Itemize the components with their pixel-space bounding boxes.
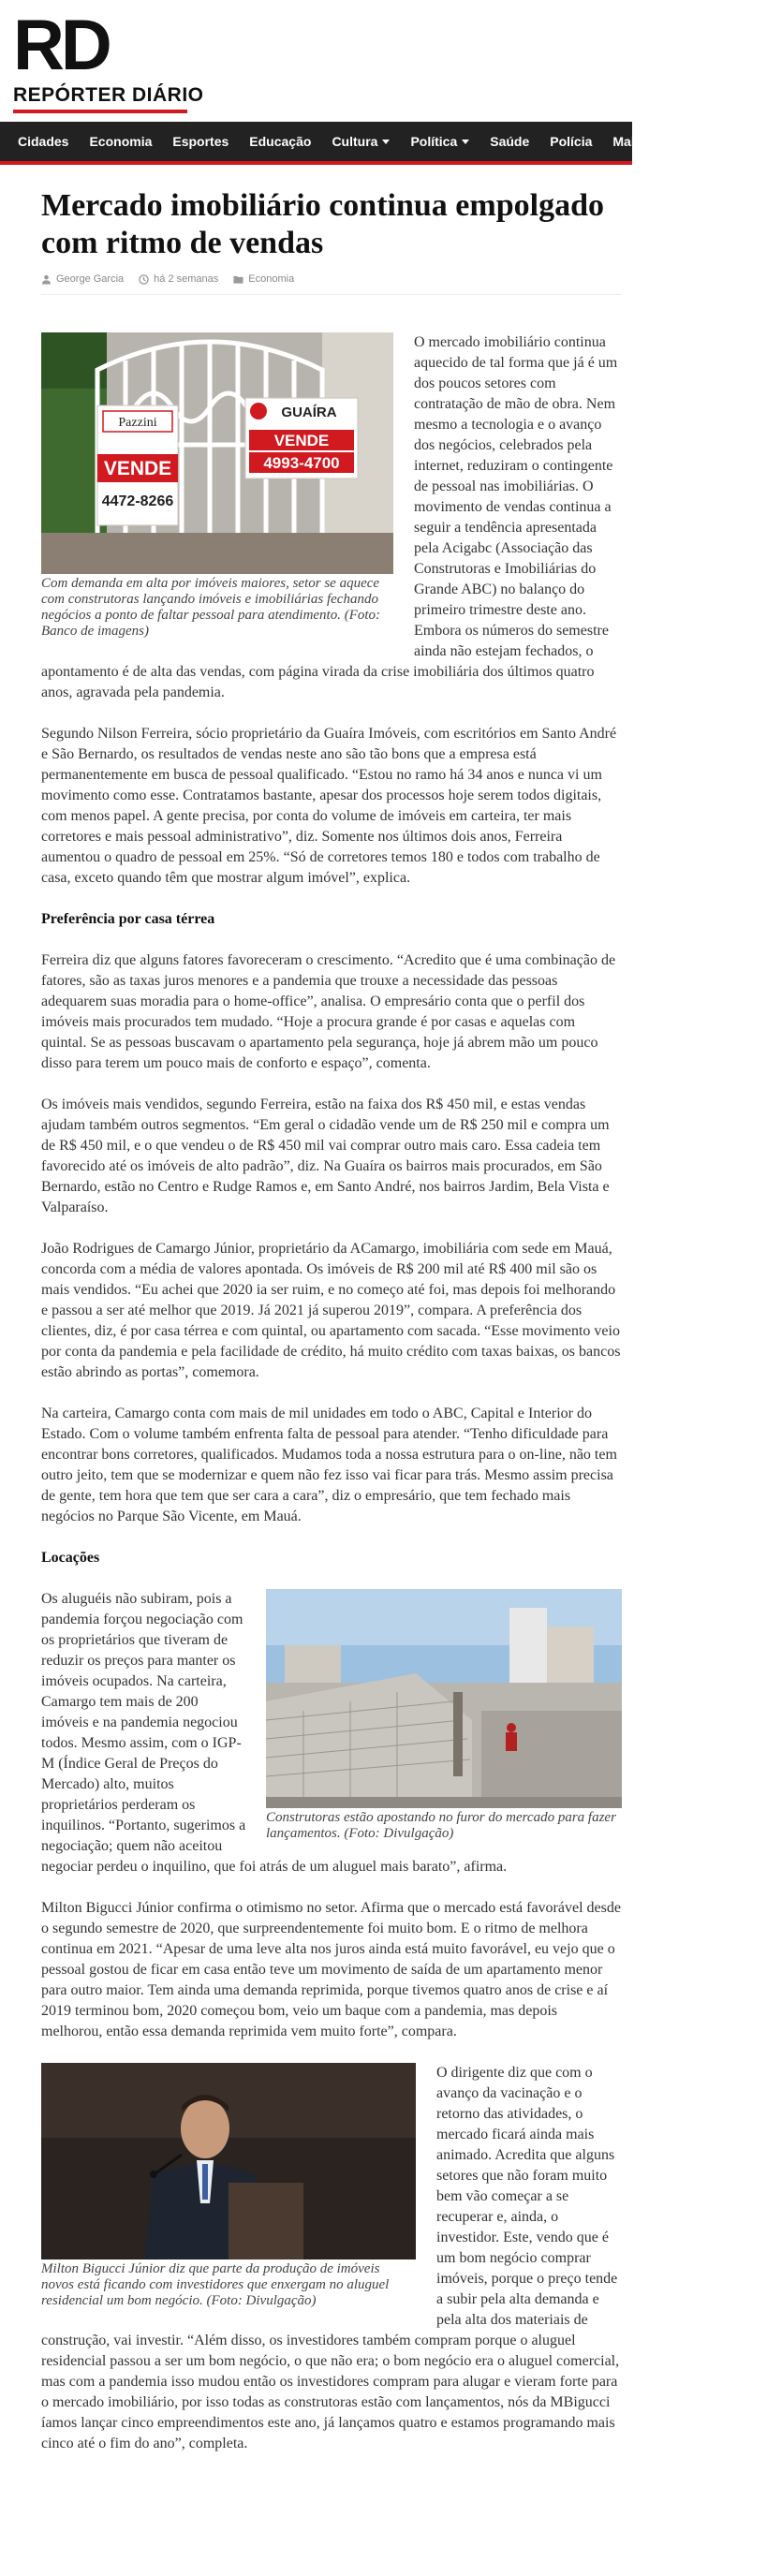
nav-list (0, 122, 692, 161)
paragraph-7: Os aluguéis não subiram, pois a pandemia forçou negociação com os proprietários que tiveram de reduzir os preços para manter os imóveis ocupados. Na carteira, Camargo tem mais de 200 imóveis e na pandemia negociou todos. Mesmo assim, com o IGP-M (Índice Geral de Preços do Mercado) alto, muitos proprietários perderam os inquilinos. “Portanto, sugerimos a negociação; quem não aceitou negociar perdeu o inquilino, que foi atrás de um aluguel mais barato”, afirma. (41, 1591, 508, 1875)
author-name: George Garcia (56, 273, 125, 285)
logo-subtitle: REPÓRTER DIÁRIO (13, 84, 204, 106)
article-title: Mercado imobiliário continua empolgado com ritmo de vendas (41, 188, 604, 260)
paragraph-5: João Rodrigues de Camargo Júnior, proprietário da ACamargo, imobiliária com sede em Mauá, concorda com a média de valores apontada. Os imóveis de R$ 200 mil até R$ 400 mil são os mais vendidos. “Eu achei que 2020 ia ser ruim, e no começo até foi, mas depois foi melhorando e passou a ser até melhor que 2019. Já 2021 já superou 2019”, compara. A preferência dos clientes, diz, é por casa térrea e com quintal, ou apartamento com sacada. “Esse movimento veio por conta da pandemia e pela facilidade de crédito, há muito crédito com taxas baixas, os bancos estão abrindo as portas”, comemora. (41, 1241, 621, 1380)
subheading-locacoes: Locações (41, 1550, 100, 1566)
nav-item-cultura[interactable] (321, 122, 400, 161)
nav-label: Cultura (332, 134, 378, 149)
photo-construction-site (266, 1589, 622, 1808)
sign1-brand: Pazzini (118, 416, 157, 430)
user-icon (41, 274, 52, 285)
sign1-phone: 4472-8266 (101, 493, 174, 509)
nav-item-mais[interactable] (602, 122, 664, 161)
nav-label: Educação (249, 134, 312, 149)
nav-item-economia[interactable] (79, 122, 162, 161)
article-body (41, 332, 622, 2475)
sign1-word: VENDE (103, 458, 172, 479)
logo-main: RD (13, 6, 109, 85)
paragraph-3: Ferreira diz que alguns fatores favoreceram o crescimento. “Acredito que é uma combinação de fatores, são as taxas juros menores e a pandemia que trouxe a necessidade das pessoas adequarem suas moradia para o home-office”, analisa. O empresário conta que o perfil dos imóveis mais procurados tem mudado. “Hoje a procura grande é por casas e aquelas com quintal. Se as pessoas buscavam o apartamento pela segurança, hoje já abrem mão um pouco disso para terem um pouco mais de conforto e espaço”, comenta. (41, 952, 616, 1071)
sign2-word: VENDE (273, 432, 330, 449)
photo-for-sale-signs (41, 332, 393, 574)
article-meta (41, 273, 622, 295)
meta-category[interactable] (233, 273, 294, 285)
paragraph-1: O mercado imobiliário continua aquecido de tal forma que já é um dos poucos setores com contratação de mão de obra. Nem mesmo a tecnologia e o avanço dos negócios, celebrados pela internet, reduziram o contingente de pessoal nas imobiliárias. O movimento de vendas continua a seguir a tendência apresentada pela Acigabc (Associação das Construtoras e Imobiliárias do Grande ABC) no balanço do primeiro trimestre deste ano. Embora os números do semestre ainda não estejam fechados, o apontamento é de alta das vendas, com página virada da crise imobiliária dos últimos quatro anos, agravada pela pandemia. (41, 334, 618, 700)
site-logo[interactable] (13, 6, 210, 107)
nav-item-ed[interactable] (665, 122, 702, 161)
main-navbar (0, 122, 692, 165)
nav-label: Esportes (172, 134, 229, 149)
category-label: Economia (248, 273, 295, 285)
sign2-phone: 4993-4700 (263, 454, 340, 472)
image3-caption: Milton Bigucci Júnior diz que parte da produção de imóveis novos está ficando com investidores que enxergam no aluguel residencial um bom negócio. (Foto: Divulgação) (41, 2261, 390, 2308)
nav-label: Mais (612, 134, 642, 149)
figure-sale-signs (41, 332, 393, 640)
subheading-preferencia: Preferência por casa térrea (41, 911, 215, 927)
image1-caption: Com demanda em alta por imóveis maiores, setor se aquece com construtoras lançando imóveis e imobiliárias fechando negócios a ponto de faltar pessoal para atendimento. (Foto: Banco de imagens) (41, 576, 381, 639)
paragraph-6: Na carteira, Camargo conta com mais de mil unidades em todo o ABC, Capital e Interior do Estado. Com o volume também enfrenta falta de pessoal para atender. “Tenho dificuldade para encontrar bons corretores, qualificados. Mudamos toda a nossa estrutura para o on-line, não tem outro jeito, tem que se modernizar e quem não fez isso vai ficar para trás. Mesmo assim precisa de gente, tem hora que tem que ser cara a cara”, diz o empresário, que tem fechado mais negócios no Parque São Vicente, em Mauá. (41, 1406, 617, 1524)
paragraph-2: Segundo Nilson Ferreira, sócio proprietário da Guaíra Imóveis, com escritórios em Santo André e São Bernardo, os resultados de vendas neste ano são tão bons que a empresa está permanentemente em busca de pessoal qualificado. “Estou no ramo há 34 anos e nunca vi um movimento como esse. Contratamos bastante, apesar dos processos hoje serem todos digitais, com menos papel. A gente precisa, por conta do volume de imóveis em carteira, ter mais corretores e mais pessoal administrativo”, diz. Somente nos últimos dois anos, Ferreira aumentou o quadro de pessoal em 25%. “Só de corretores temos 180 e todos com trabalho de casa, exceto quando têm que mostrar algum imóvel”, explica. (41, 726, 617, 886)
nav-label: Ed (674, 134, 692, 149)
figure-construction (266, 1589, 622, 1842)
clock-icon (139, 274, 149, 285)
chevron-down-icon (462, 140, 469, 144)
nav-label: Política (410, 134, 458, 149)
nav-item-educacao[interactable] (239, 122, 321, 161)
paragraph-9: O dirigente diz que com o avanço da vacinação e o retorno das atividades, o mercado ficará ainda mais animado. Acredita que alguns setores que não foram muito bem vão começar a se recuperar e, ainda, o investidor. Este, vendo que é um bom negócio comprar imóveis, porque o preço tende a subir pela alta demanda e pela alta dos materiais de construção, vai investir. “Além disso, os investidores também compram porque o aluguel residencial passou a ser um bom negócio, o que não era; o bom negócio era o aluguel comercial, mas com a pandemia isso mudou então os investidores compram para alugar e vieram forte para o mercado imobiliário, por isso todas as construtoras estão com lançamentos, nós da MBigucci íamos lançar cinco empreendimentos este ano, já lançamos quatro e estamos programando mais cinco até o fim do ano”, completa. (41, 2065, 620, 2451)
image2-caption: Construtoras estão apostando no furor do mercado para fazer lançamentos. (Foto: Divulgação) (266, 1810, 616, 1841)
nav-item-esportes[interactable] (162, 122, 239, 161)
meta-time (139, 273, 218, 285)
article (41, 187, 622, 2475)
nav-item-politica[interactable] (400, 122, 479, 161)
paragraph-4: Os imóveis mais vendidos, segundo Ferreira, estão na faixa dos R$ 450 mil, e estas vendas ajudam também outros segmentos. “Em geral o cidadão vende um de R$ 250 mil e compra um de R$ 450 mil, e o que vendeu o de R$ 450 mil vai comprar outro mais caro. Essa cadeia tem favorecido até os imóveis de alto padrão”, diz. Na Guaíra os bairros mais procurados, em São Bernardo, estão no Centro e Rudge Ramos e, em Santo André, nos bairros Jardim, Bela Vista e Valparaíso. (41, 1097, 610, 1215)
logo-underline (13, 110, 187, 113)
nav-label: Polícia (550, 134, 593, 149)
nav-item-saude[interactable] (479, 122, 539, 161)
nav-item-cidades[interactable] (7, 122, 79, 161)
nav-label: Economia (89, 134, 153, 149)
nav-label: Saúde (490, 134, 530, 149)
publish-time: há 2 semanas (154, 273, 219, 285)
figure-speaker (41, 2063, 416, 2309)
photo-speaker-podium (41, 2063, 416, 2260)
chevron-down-icon (647, 140, 655, 144)
nav-item-policia[interactable] (539, 122, 602, 161)
paragraph-8: Milton Bigucci Júnior confirma o otimismo no setor. Afirma que o mercado está favorável desde o segundo semestre de 2020, que surpreendentemente foi muito bom. E o ritmo de melhora continua em 2021. “Apesar de uma leve alta nos juros ainda está muito favorável, eu vejo que o pessoal gostou de ficar em casa então teve um movimento de saída de um apartamento menor para outro maior. Tem ainda uma demanda reprimida, porque tivemos quatro anos de crise e aí 2019 terminou bom, 2020 começou bom, veio um baque com a pandemia, mas depois melhorou, então essa demanda reprimida vem muito forte”, compara. (41, 1900, 621, 2039)
folder-icon (233, 274, 243, 285)
nav-label: Cidades (18, 134, 69, 149)
sign2-brand: GUAÍRA (281, 405, 337, 420)
chevron-down-icon (382, 140, 390, 144)
meta-author[interactable] (41, 273, 124, 285)
